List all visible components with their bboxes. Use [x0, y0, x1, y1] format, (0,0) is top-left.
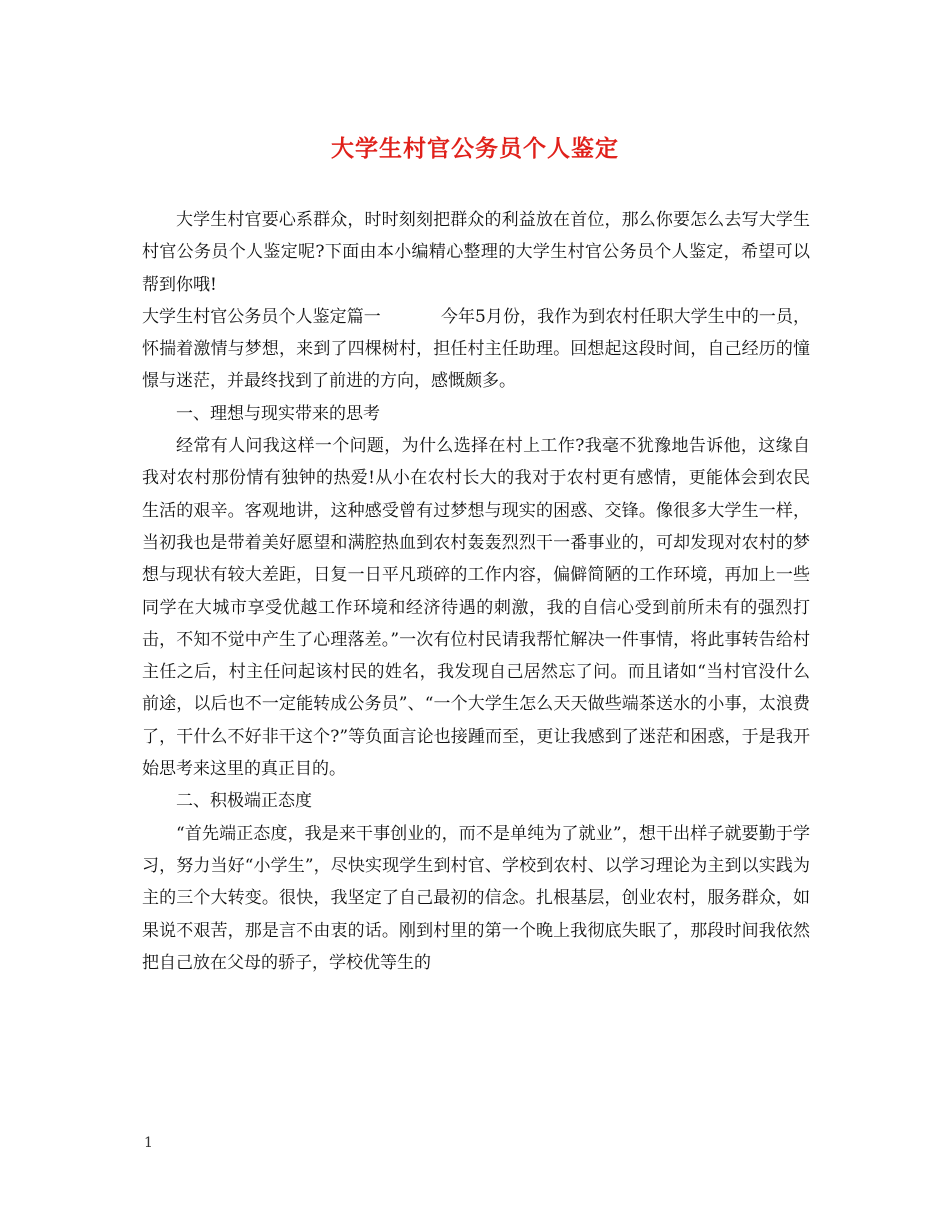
document-title: 大学生村官公务员个人鉴定 [331, 135, 619, 162]
section-heading-2: 二、积极端正态度 [176, 791, 312, 812]
intro-paragraph: 大学生村官要心系群众，时时刻刻把群众的利益放在首位，那么你要怎么去写大学生村官公务员个人鉴定呢?下面由本小编精心整理的大学生村官公务员个人鉴定，希望可以帮到你哦! [142, 210, 810, 295]
body-paragraph-2: “首先端正态度，我是来干事创业的，而不是单纯为了就业”，想干出样子就要勤于学习，努力当好“小学生”，尽快实现学生到村官、学校到农村、以学习理论为主到以实践为主的三个大转变。很快，我坚定了自己最初的信念。扎根基层，创业农村，服务群众，如果说不艰苦，那是言不由衷的话。刚到村里的第一个晚上我彻底失眠了，那段时间我依然把自己放在父母的骄子，学校优等生的 [142, 823, 810, 973]
body-paragraph-1: 经常有人问我这样一个问题，为什么选择在村上工作?我毫不犹豫地告诉他，这缘自我对农村那份情有独钟的热爱!从小在农村长大的我对于农村更有感情，更能体会到农民生活的艰辛。客观地讲，这种感受曾有过梦想与现实的困惑、交锋。像很多大学生一样，当初我也是带着美好愿望和满腔热血到农村轰轰烈烈干一番事业的，可却发现对农村的梦想与现状有较大差距，日复一日平凡琐碎的工作内容，偏僻简陋的工作环境，再加上一些同学在大城市享受优越工作环境和经济待遇的刺激，我的自信心受到前所未有的强烈打击，不知不觉中产生了心理落差。”一次有位村民请我帮忙解决一件事情，将此事转告给村主任之后，村主任问起该村民的姓名，我发现自己居然忘了问。而且诸如“当村官没什么前途，以后也不一定能转成公务员”、“一个大学生怎么天天做些端茶送水的小事，太浪费了，干什么不好非干这个?”等负面言论也接踵而至，更让我感到了迷茫和困惑，于是我开始思考来这里的真正目的。 [142, 436, 810, 780]
part-one-paragraph [142, 301, 810, 398]
part-text: 今年5月份，我作为到农村任职大学生中的一员，怀揣着激情与梦想，来到了四棵树村，担任村主任助理。回想起这段时间，自己经历的憧憬与迷茫，并最终找到了前进的方向，感慨颇多。 [142, 306, 811, 392]
section-heading-1: 一、理想与现实带来的思考 [176, 403, 380, 424]
document-body [142, 204, 810, 979]
page-number: 1 [144, 1135, 153, 1151]
part-label: 大学生村官公务员个人鉴定篇一 [142, 306, 381, 327]
